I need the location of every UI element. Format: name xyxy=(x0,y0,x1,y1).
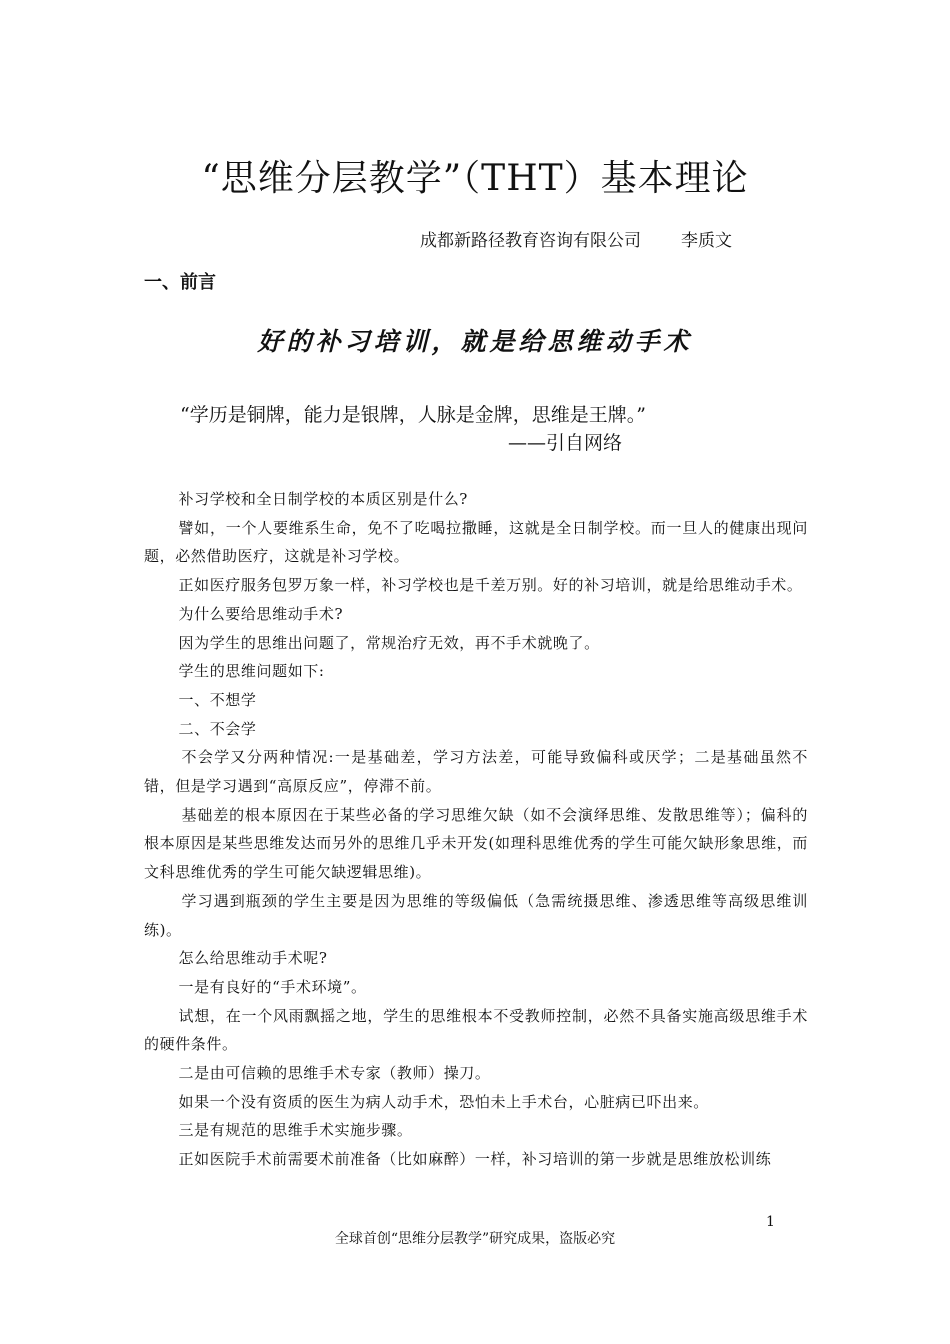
paragraph: 学生的思维问题如下: xyxy=(178,662,325,681)
paragraph: 正如医疗服务包罗万象一样，补习学校也是千差万别。好的补习培训，就是给思维动手术。 xyxy=(178,576,803,595)
paragraph: 试想，在一个风雨飘摇之地，学生的思维根本不受教师控制，必然不具备实施高级思维手术的硬件条件。 xyxy=(144,1006,808,1054)
page-footer: 全球首创“思维分层教学”研究成果，盗版必究 xyxy=(334,1231,616,1247)
paragraph: 如果一个没有资质的医生为病人动手术，恐怕未上手术台，心脏病已吓出来。 xyxy=(178,1092,709,1111)
paragraph: 补习学校和全日制学校的本质区别是什么? xyxy=(178,490,468,508)
page-number: 1 xyxy=(766,1214,775,1230)
paragraph: 因为学生的思维出问题了，常规治疗无效，再不手术就晚了。 xyxy=(178,633,600,652)
paragraph: 一、不想学 xyxy=(178,690,257,709)
paragraph: 正如医院手术前需要术前准备（比如麻醉）一样，补习培训的第一步就是思维放松训练 xyxy=(178,1150,772,1169)
document-title: “思维分层教学”（THT）基本理论 xyxy=(201,158,749,199)
quote-text: “学历是铜牌，能力是银牌，人脉是金牌，思维是王牌。” xyxy=(180,404,646,426)
paragraph: 怎么给思维动手术呢? xyxy=(178,949,328,968)
paragraph: 不会学又分两种情况:一是基础差，学习方法差，可能导致偏科或厌学；二是基础虽然不错，但是学习遇到“高原反应”，停滞不前。 xyxy=(144,748,808,796)
paragraph: 二、不会学 xyxy=(178,719,257,738)
organization-name: 成都新路径教育咨询有限公司 xyxy=(420,231,641,251)
motto-heading: 好的补习培训，就是给思维动手术 xyxy=(257,327,693,356)
paragraph: 为什么要给思维动手术? xyxy=(178,604,344,623)
quote-source: ——引自网络 xyxy=(508,432,623,454)
body-text xyxy=(144,485,808,1174)
author-line xyxy=(420,226,732,251)
paragraph: 三是有规范的思维手术实施步骤。 xyxy=(178,1121,413,1140)
author-name: 李质文 xyxy=(681,231,732,251)
paragraph: 基础差的根本原因在于某些必备的学习思维欠缺（如不会演绎思维、发散思维等）；偏科的根本原因是某些思维发达而另外的思维几乎未开发(如理科思维优秀的学生可能欠缺形象思维，而文科思维优秀的学生可能欠缺逻辑思维)。 xyxy=(144,805,808,882)
paragraph: 二是由可信赖的思维手术专家（教师）操刀。 xyxy=(178,1064,491,1083)
section-heading: 一、前言 xyxy=(144,272,216,293)
paragraph: 譬如，一个人要维系生命，免不了吃喝拉撒睡，这就是全日制学校。而一旦人的健康出现问题，必然借助医疗，这就是补习学校。 xyxy=(144,518,808,566)
paragraph: 一是有良好的“手术环境”。 xyxy=(178,977,367,996)
paragraph: 学习遇到瓶颈的学生主要是因为思维的等级偏低（急需统摄思维、渗透思维等高级思维训练)。 xyxy=(144,891,808,939)
